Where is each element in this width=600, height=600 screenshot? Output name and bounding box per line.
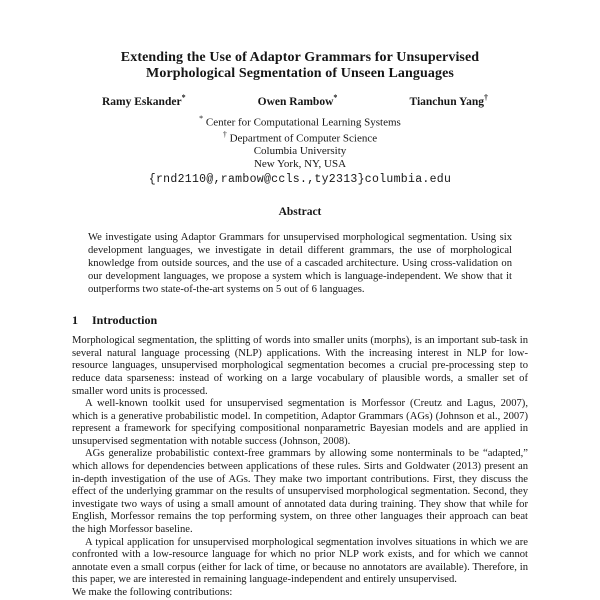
email-line: {rnd2110@,rambow@ccls.,ty2313}columbia.edu (148, 173, 452, 187)
location-line: New York, NY, USA (253, 157, 347, 170)
affiliation-text: Department of Computer Science (229, 132, 378, 145)
section-number: 1 (72, 313, 78, 328)
affiliation-marker: † (222, 129, 227, 139)
paper-title-line1: Extending the Use of Adaptor Grammars for Unsupervised (120, 50, 480, 65)
affiliation-line-cs (0, 129, 600, 145)
affiliation-line-ccls (0, 113, 600, 129)
affiliation-block (0, 113, 600, 186)
author-name: Tianchun Yang (409, 95, 484, 108)
intro-paragraph-4-continuation: We make the following contributions: (72, 587, 233, 599)
author-footnote-marker: † (483, 93, 488, 102)
institution-line: Columbia University (253, 145, 347, 158)
affiliation-text: Center for Computational Learning Systems (205, 116, 401, 129)
author-ramy-eskander (102, 91, 186, 109)
paper-title (55, 50, 545, 82)
abstract-heading: Abstract (278, 206, 322, 219)
author-row (102, 91, 488, 109)
author-tianchun-yang (410, 91, 488, 109)
intro-paragraph-3: AGs generalize probabilistic context-free grammars by allowing some nonterminals to be “adapted,” which allows for dependencies between applications of these rules. Sirts and Goldwater (2013) present an in-depth investigation of the use of AGs. They make two important contributions. First, they discuss the effect of the underlying grammar on the results of unsupervised morphological segmentation. Second, they investigate two ways of using a small amount of annotated data during training. They show that while for English, Morfessor remains the top performing system, on three other languages their approach can beat the high Morfessor baseline. (72, 448, 528, 536)
intro-paragraph-4: A typical application for unsupervised morphological segmentation involves situations in which we are confronted with a low-resource language for which no prior NLP work exists, and for which we cannot annotate even a small corpus (either for lack of time, or because no annotators are available). Therefore, in this paper, we are interested in remaining language-independent and entirely unsupervised. (72, 536, 528, 586)
author-name: Ramy Eskander (102, 95, 182, 108)
section-1-heading (72, 314, 528, 327)
author-footnote-marker: * (181, 93, 186, 102)
author-owen-rambow (258, 91, 338, 109)
paper-title-line2: Morphological Segmentation of Unseen Languages (146, 66, 454, 81)
section-title: Introduction (92, 313, 158, 328)
abstract-text: We investigate using Adaptor Grammars for unsupervised morphological segmentation. Using six development languages, we investigate in detail different grammars, the use of morphological knowledge from outside sources, and the use of a cascaded architecture. Using cross-validation on our development languages, we propose a system which is language-independent. We show that it outperforms two state-of-the-art systems on 5 out of 6 languages. (88, 232, 512, 296)
author-name: Owen Rambow (257, 95, 334, 108)
affiliation-marker: * (199, 113, 204, 123)
author-footnote-marker: * (333, 93, 338, 102)
intro-paragraph-2: A well-known toolkit used for unsupervised segmentation is Morfessor (Creutz and Lagus, 2007), which is a generative probabilistic model. In competition, Adaptor Grammars (AGs) (Johnson et al., 2007) represent a framework for specifying compositional nonparametric Bayesian models and are applied in unsupervised segmentation with notable success (Johnson, 2008). (72, 398, 528, 447)
intro-paragraph-1: Morphological segmentation, the splitting of words into smaller units (morphs), is an important sub-task in several natural language processing (NLP) applications. With the increasing interest in NLP for low-resource languages, unsupervised morphological segmentation becomes a crucial pre-processing step to reduce data sparseness: instead of working on a large vocabulary of plausible words, a smaller set of smaller word units is processed. (72, 335, 528, 397)
